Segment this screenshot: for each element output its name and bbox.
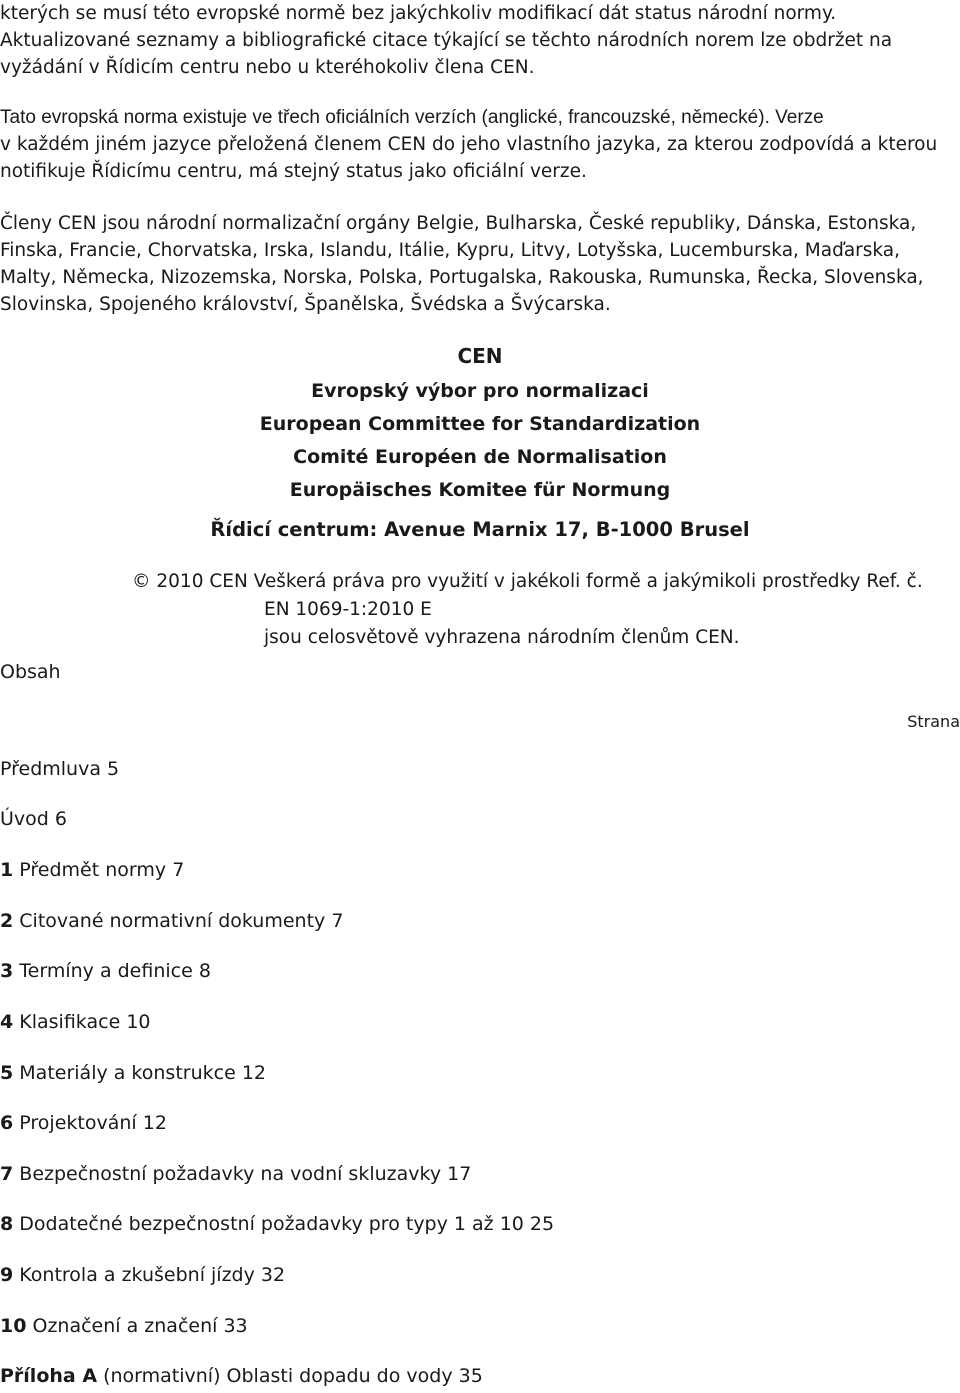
paragraph-official-versions bbox=[0, 104, 958, 185]
toc-entry[interactable] bbox=[0, 1163, 471, 1185]
toc-entry[interactable] bbox=[0, 1112, 167, 1134]
toc-entry-title: (normativní) Oblasti dopadu do vody bbox=[97, 1365, 453, 1387]
toc-entry-number: 10 bbox=[0, 1315, 27, 1337]
paragraph-cen-members bbox=[0, 210, 958, 318]
toc-entry-number: 7 bbox=[0, 1163, 14, 1185]
toc-entry[interactable] bbox=[0, 1365, 483, 1387]
toc-entry-number: 8 bbox=[0, 1213, 14, 1235]
toc-entry-page: 12 bbox=[142, 1112, 167, 1134]
toc-entry-number: 6 bbox=[0, 1112, 14, 1134]
toc-entry-title: Označení a značení bbox=[32, 1315, 218, 1337]
toc-entry[interactable] bbox=[0, 1011, 151, 1033]
toc-entry-title: Předmluva bbox=[0, 758, 101, 780]
paragraph-line: Slovinska, Spojeného království, Španělska, Švédska a Švýcarska. bbox=[0, 294, 611, 315]
toc-entry[interactable] bbox=[0, 758, 119, 780]
toc-entry-page: 33 bbox=[223, 1315, 248, 1337]
toc-entry-page: 25 bbox=[529, 1213, 555, 1235]
toc-entry[interactable] bbox=[0, 960, 211, 982]
paragraph-line: Finska, Francie, Chorvatska, Irska, Islandu, Itálie, Kypru, Litvy, Lotyšska, Lucemburska, Maďarska, bbox=[0, 240, 901, 261]
toc-entry-title: Dodatečné bezpečnostní požadavky pro typy 1 až 10 bbox=[19, 1213, 524, 1235]
paragraph-national-status bbox=[0, 0, 958, 81]
toc-entry[interactable] bbox=[0, 1213, 554, 1235]
toc-entry-number: 2 bbox=[0, 910, 14, 932]
cen-name-german: Europäisches Komitee für Normung bbox=[289, 479, 671, 501]
copyright-line: © 2010 CEN Veškerá práva pro využití v jakékoli formě a jakýmikoli prostředky Ref. č. bbox=[132, 571, 923, 592]
paragraph-line: v každém jiném jazyce přeložená členem CEN do jeho vlastního jazyka, za kterou zodpovídá a kterou bbox=[0, 134, 938, 155]
toc-heading: Obsah bbox=[0, 661, 61, 683]
toc-entry-number: 1 bbox=[0, 859, 14, 881]
toc-entry[interactable] bbox=[0, 1264, 285, 1286]
toc-entry-title: Kontrola a zkušební jízdy bbox=[19, 1264, 255, 1286]
toc-entry-title: Úvod bbox=[0, 808, 49, 830]
copyright-notice bbox=[132, 568, 952, 652]
cen-title: CEN bbox=[457, 344, 503, 368]
toc-entry-page: 7 bbox=[172, 859, 185, 881]
toc-entry-title: Bezpečnostní požadavky na vodní skluzavky bbox=[19, 1163, 442, 1185]
toc-entry-number: 3 bbox=[0, 960, 14, 982]
cen-name-czech: Evropský výbor pro normalizaci bbox=[311, 380, 649, 402]
toc-entry-page: 8 bbox=[198, 960, 211, 982]
cen-name-english: European Committee for Standardization bbox=[259, 413, 701, 435]
toc-entry-page: 7 bbox=[331, 910, 344, 932]
toc-entry-title: Materiály a konstrukce bbox=[19, 1062, 236, 1084]
paragraph-line: notifikuje Řídicímu centru, má stejný status jako oficiální verze. bbox=[0, 161, 587, 182]
toc-entry-page: 35 bbox=[458, 1365, 483, 1387]
paragraph-line: Členy CEN jsou národní normalizační orgány Belgie, Bulharska, České republiky, Dánska, Estonska, bbox=[0, 213, 917, 234]
toc-entry-title: Klasifikace bbox=[19, 1011, 121, 1033]
toc-entry-page: 12 bbox=[241, 1062, 267, 1084]
toc-entry-page: 10 bbox=[126, 1011, 151, 1033]
copyright-line: jsou celosvětově vyhrazena národním členům CEN. bbox=[264, 627, 740, 648]
toc-entry-page: 5 bbox=[107, 758, 120, 780]
paragraph-line: Tato evropská norma existuje ve třech oficiálních verzích (anglické, francouzské, německé). Verze bbox=[0, 107, 824, 128]
toc-entry[interactable] bbox=[0, 859, 184, 881]
toc-entry-page: 6 bbox=[54, 808, 67, 830]
paragraph-line: vyžádání v Řídicím centru nebo u kteréhokoliv člena CEN. bbox=[0, 57, 535, 78]
copyright-reference: EN 1069-1:2010 E bbox=[264, 599, 432, 620]
toc-entry-number: 9 bbox=[0, 1264, 14, 1286]
toc-entry-title: Projektování bbox=[19, 1112, 137, 1134]
toc-entry[interactable] bbox=[0, 808, 67, 830]
toc-page-label: Strana bbox=[907, 712, 960, 731]
toc-entry-number: 4 bbox=[0, 1011, 14, 1033]
toc-entry[interactable] bbox=[0, 1315, 248, 1337]
toc-entry-number: 5 bbox=[0, 1062, 14, 1084]
toc-entry[interactable] bbox=[0, 910, 343, 932]
toc-entry-page: 17 bbox=[447, 1163, 472, 1185]
cen-name-french: Comité Européen de Normalisation bbox=[293, 446, 667, 468]
paragraph-line: kterých se musí této evropské normě bez jakýchkoliv modifikací dát status národní normy. bbox=[0, 3, 837, 24]
paragraph-line: Aktualizované seznamy a bibliografické citace týkající se těchto národních norem lze obdržet na bbox=[0, 30, 893, 51]
toc-entry-title: Citované normativní dokumenty bbox=[19, 910, 326, 932]
toc-entry-title: Předmět normy bbox=[19, 859, 167, 881]
toc-entry-page: 32 bbox=[260, 1264, 286, 1286]
paragraph-line: Malty, Německa, Nizozemska, Norska, Polska, Portugalska, Rakouska, Rumunska, Řecka, Slovenska, bbox=[0, 267, 924, 288]
toc-entry[interactable] bbox=[0, 1062, 266, 1084]
toc-entry-title: Termíny a definice bbox=[19, 960, 193, 982]
cen-address: Řídicí centrum: Avenue Marnix 17, B-1000 Brusel bbox=[210, 518, 750, 541]
toc-entry-number: Příloha A bbox=[0, 1365, 98, 1387]
